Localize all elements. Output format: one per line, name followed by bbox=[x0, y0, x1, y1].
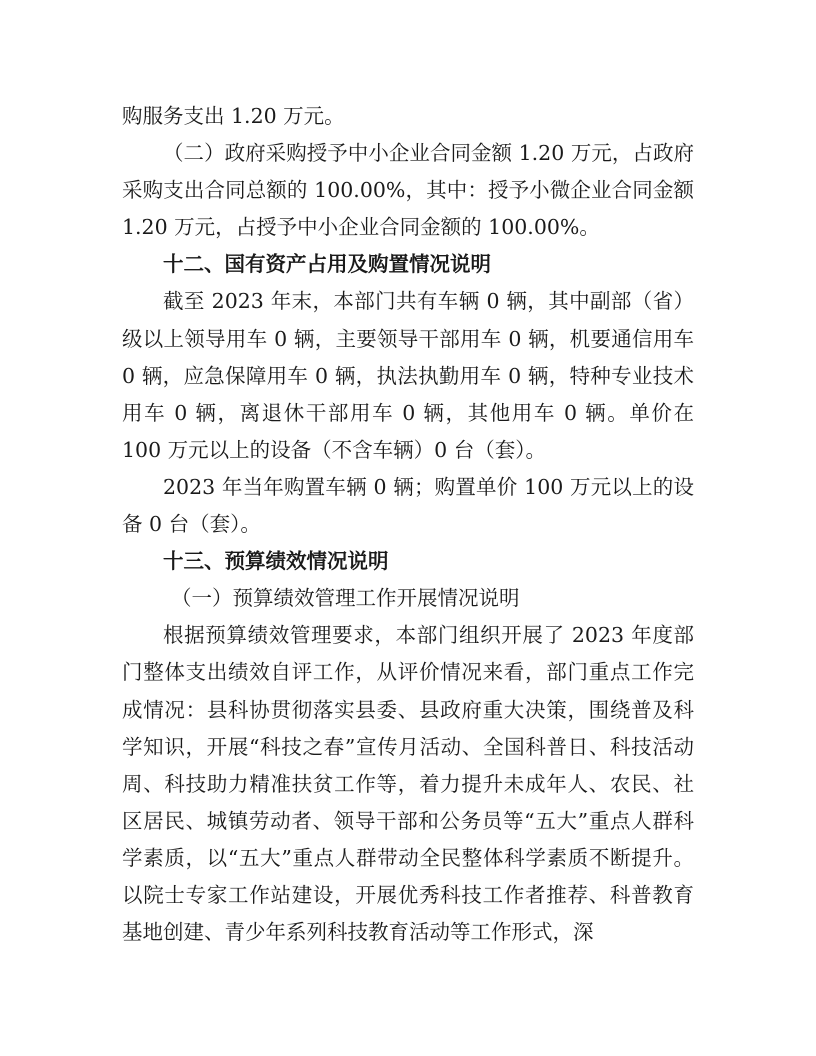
document-body bbox=[122, 98, 694, 951]
paragraph-purchases-2023: 2023 年当年购置车辆 0 辆；购置单价 100 万元以上的设备 0 台（套）。 bbox=[122, 474, 694, 537]
section-heading-performance: 十三、预算绩效情况说明 bbox=[163, 549, 389, 574]
paragraph-vehicles: 截至 2023 年末，本部门共有车辆 0 辆，其中副部（省）级以上领导用车 0 辆，主要领导干部用车 0 辆，机要通信用车 0 辆，应急保障用车 0 辆，执法执勤用车 0 辆，特种专业技术用车 0 辆，离退休干部用车 0 辆，其他用车 0 辆。单价在 100 万元以上的设备（不含车辆）0 台（套）。 bbox=[122, 289, 694, 462]
section-heading-assets: 十二、国有资产占用及购置情况说明 bbox=[163, 252, 491, 277]
subsection-heading-performance-management: （一）预算绩效管理工作开展情况说明 bbox=[171, 586, 520, 611]
paragraph-procurement-sme: （二）政府采购授予中小企业合同金额 1.20 万元，占政府采购支出合同总额的 100.00%，其中：授予小微企业合同金额 1.20 万元，占授予中小企业合同金额的 100.00%。 bbox=[122, 141, 694, 240]
paragraph-performance-evaluation: 根据预算绩效管理要求，本部门组织开展了 2023 年度部门整体支出绩效自评工作，从评价情况来看，部门重点工作完成情况：县科协贯彻落实县委、县政府重大决策，围绕普及科学知识，开展“科技之春”宣传月活动、全国科普日、科技活动周、科技助力精准扶贫工作等，着力提升未成年人、农民、社区居民、城镇劳动者、领导干部和公务员等“五大”重点人群科学素质，以“五大”重点人群带动全民整体科学素质不断提升。以院士专家工作站建设，开展优秀科技工作者推荐、科普教育基地创建、青少年系列科技教育活动等工作形式，深 bbox=[122, 623, 694, 945]
paragraph-continuation: 购服务支出 1.20 万元。 bbox=[122, 104, 345, 128]
